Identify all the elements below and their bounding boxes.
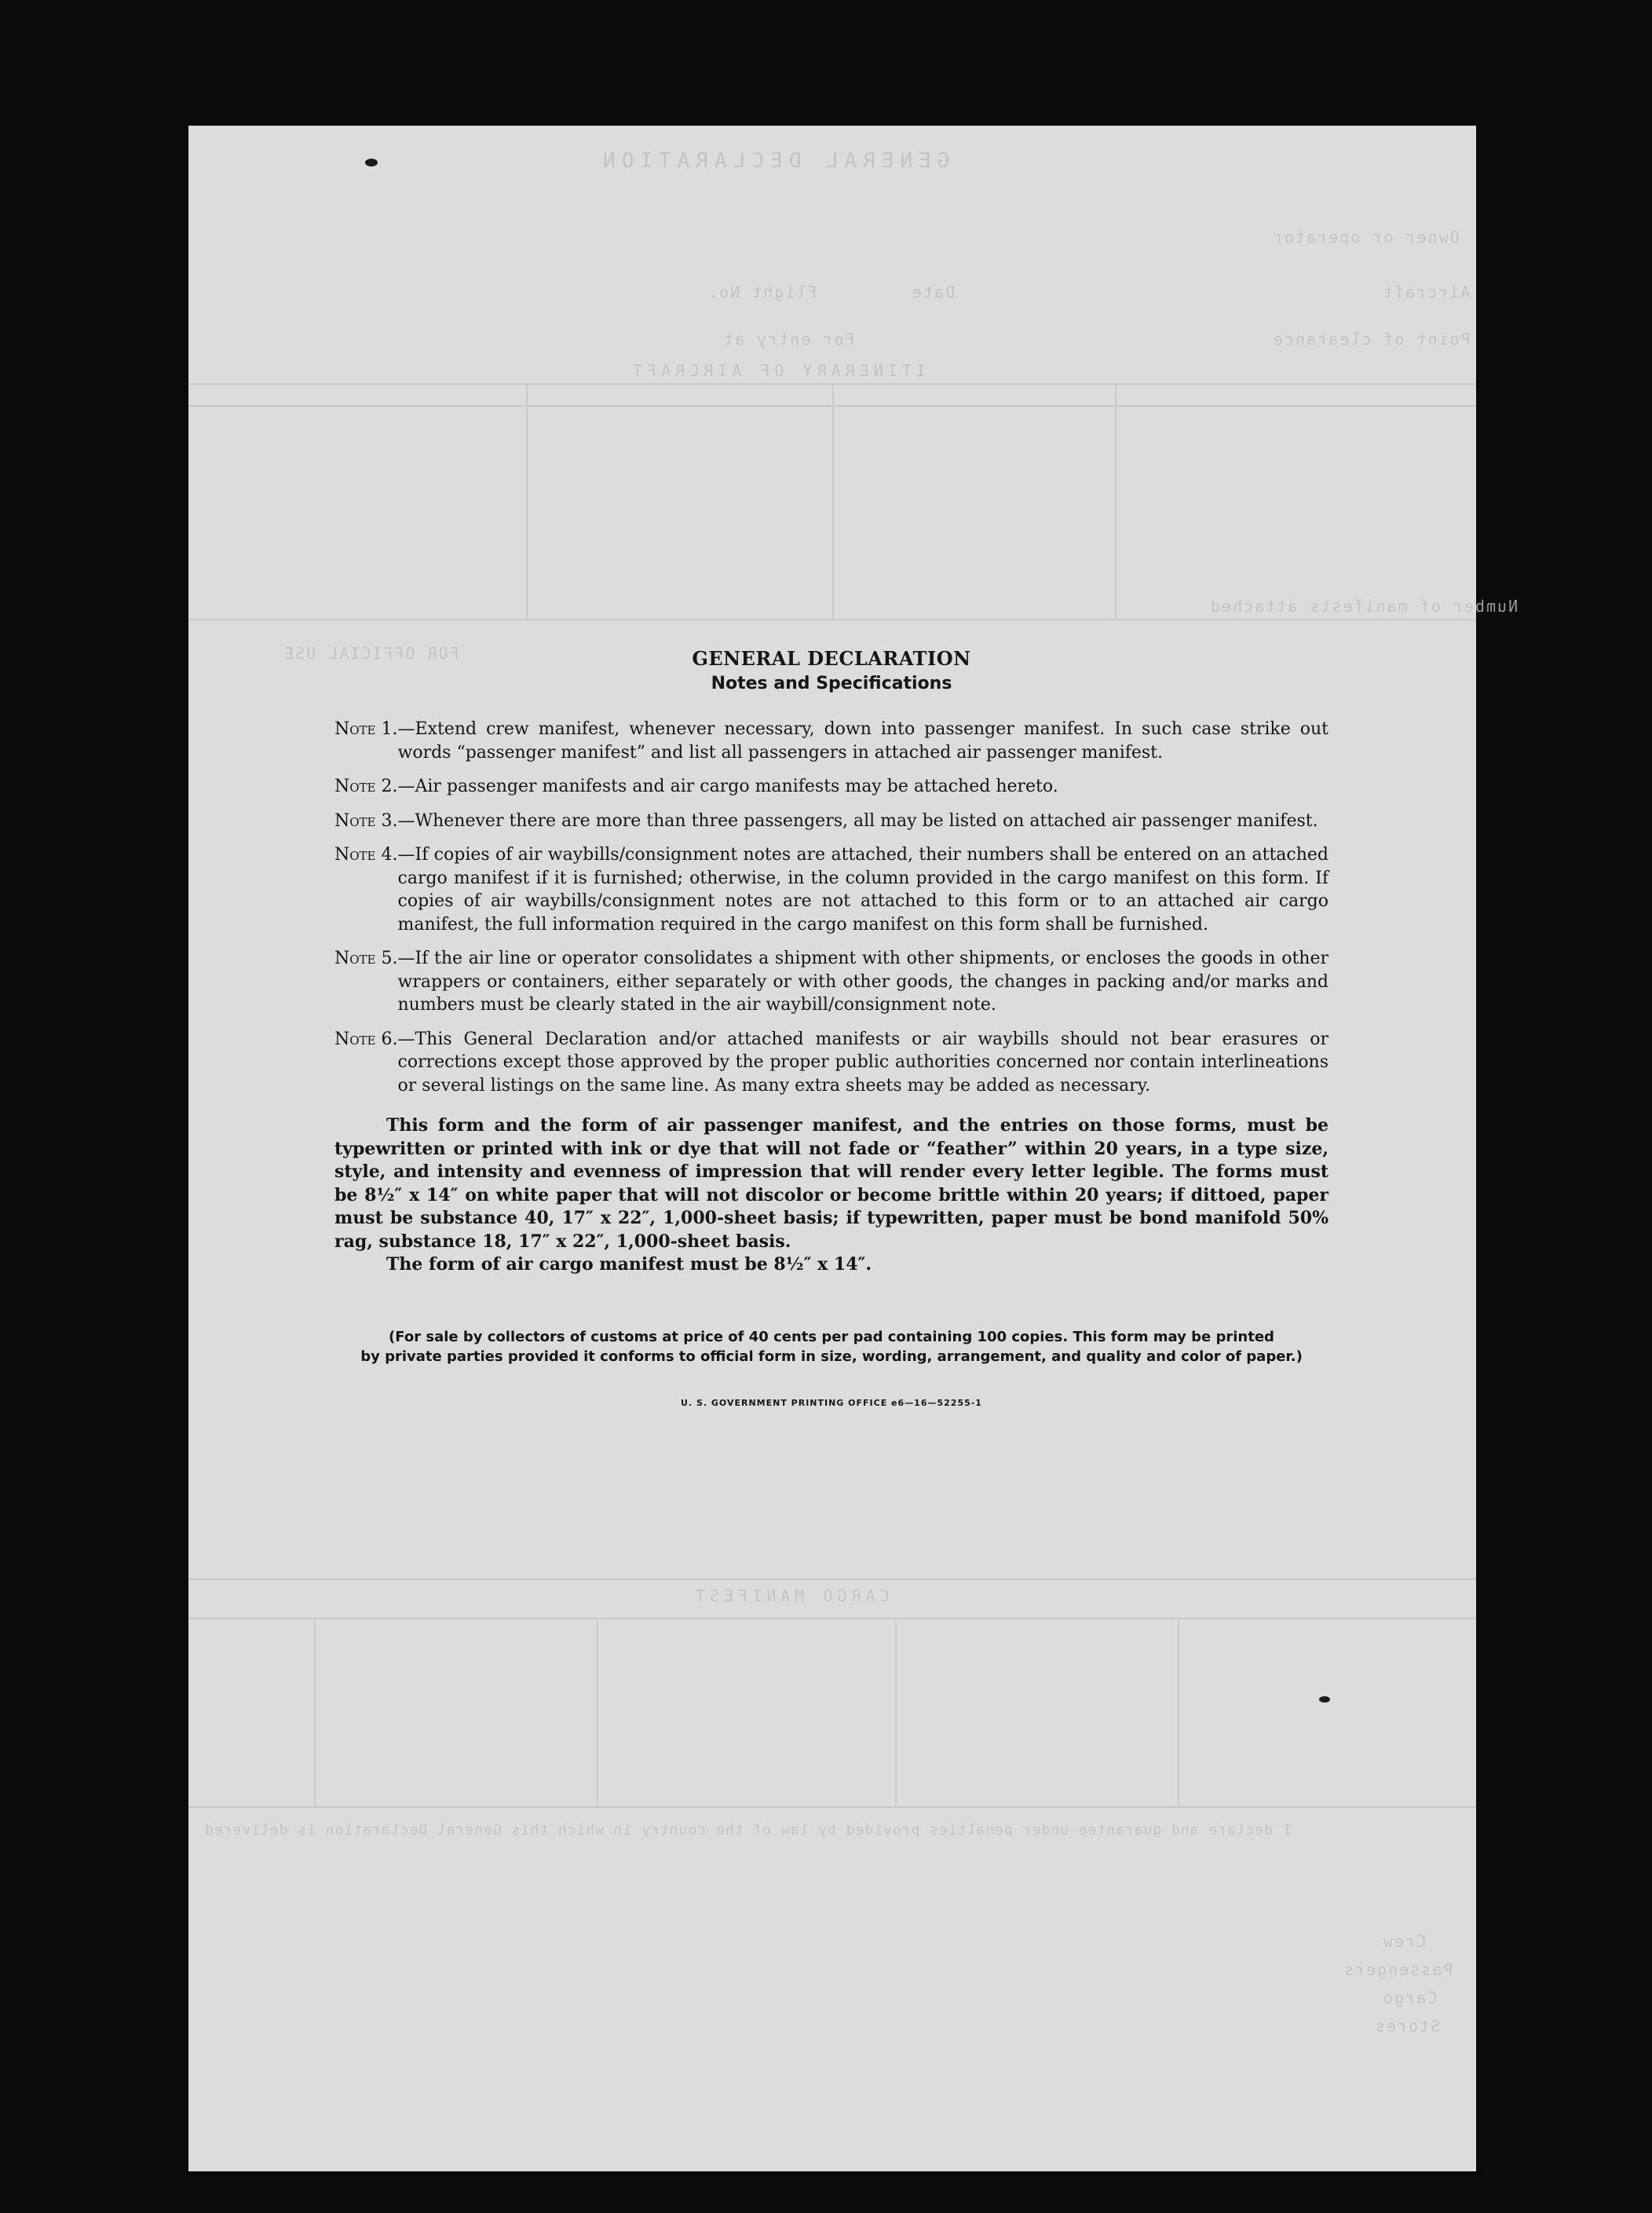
note-text: —If copies of air waybills/consignment notes are attached, their numbers shall be entered on an attached cargo manifest if it is furnished; otherwise, in the column provided in the cargo manifest on this form. If copies of air waybills/consignment notes are not attached to this form or to an attached air cargo manifest, the full information required in the cargo manifest on this form shall be furnished. [397, 845, 1329, 935]
page-subtitle: Notes and Specifications [711, 674, 952, 693]
ghost-rule [832, 385, 834, 620]
ghost-manifests: Number of manifests attached [1209, 597, 1519, 616]
page-title: GENERAL DECLARATION [692, 647, 971, 670]
note-text: —Whenever there are more than three passengers, all may be listed on attached air passenger manifest. [397, 810, 1318, 831]
note-1 [334, 718, 1329, 764]
ghost-stores: Stores [1374, 2017, 1441, 2036]
cargo-form-size-paragraph: The form of air cargo manifest must be 8½″ x 14″. [386, 1254, 872, 1275]
note-label: Note 2. [334, 777, 398, 796]
ghost-rule [188, 619, 1476, 620]
note-4 [334, 843, 1329, 936]
ghost-rule [188, 1806, 1476, 1808]
ghost-cargo-manifest: CARGO MANIFEST [691, 1586, 890, 1605]
ghost-rule [1178, 1618, 1179, 1806]
ghost-itinerary: ITINERARY OF AIRCRAFT [628, 361, 926, 380]
ghost-passengers: Passengers [1343, 1960, 1453, 1979]
punch-mark [1319, 1696, 1330, 1703]
sale-notice-line-2: by private parties provided it conforms to official form in size, wording, arrangement, and quality and color of paper.) [360, 1348, 1303, 1365]
note-label: Note 5. [334, 949, 398, 968]
ghost-date: Date [911, 283, 956, 302]
form-requirements-paragraph: This form and the form of air passenger manifest, and the entries on those forms, must be typewritten or printed with ink or dye that will not fade or “feather” within 20 years, in a type size, style, and intensity and evenness of impression that will render every letter legible. The forms must be 8½″ x 14″ on white paper that will not discolor or become brittle within 20 years; if dittoed, paper must be substance 40, 17″ x 22″, 1,000-sheet basis; if typewritten, paper must be bond manifold 50% rag, substance 18, 17″ x 22″, 1,000-sheet basis. [334, 1115, 1329, 1252]
ghost-rule [895, 1618, 897, 1806]
sale-notice [334, 1327, 1329, 1366]
ghost-cargo: Cargo [1382, 1988, 1438, 2007]
ghost-point: Point of clearance [1272, 330, 1471, 349]
ghost-rule [314, 1618, 316, 1806]
note-3 [334, 810, 1329, 833]
ghost-owner: Owner or operator [1272, 228, 1460, 247]
ghost-rule [526, 385, 528, 620]
ghost-flight: Flight No. [707, 283, 817, 302]
note-label: Note 6. [334, 1029, 398, 1049]
note-label: Note 3. [334, 810, 398, 831]
notes-section [334, 646, 1329, 1408]
ghost-declare: I declare and guarantee under penalties provided by law of the country in which this General Declaration is delivered [204, 1822, 1292, 1838]
ghost-crew: Crew [1382, 1932, 1427, 1951]
note-2 [334, 775, 1329, 799]
ghost-rule [1115, 385, 1117, 620]
note-6 [334, 1028, 1329, 1098]
note-text: —Air passenger manifests and air cargo manifests may be attached hereto. [397, 777, 1058, 796]
ghost-heading: GENERAL DECLARATION [597, 149, 950, 173]
ghost-rule [188, 1578, 1476, 1580]
printer-imprint: U. S. GOVERNMENT PRINTING OFFICE e6—16—52255-1 [681, 1397, 982, 1408]
note-text: —Extend crew manifest, whenever necessary, down into passenger manifest. In such case strike out words “passenger manifest” and list all passengers in attached air passenger manifest. [397, 719, 1329, 763]
note-label: Note 1. [334, 719, 398, 739]
sale-notice-line-1: (For sale by collectors of customs at price of 40 cents per pad containing 100 copies. This form may be printed [389, 1328, 1274, 1345]
ghost-rule [597, 1618, 598, 1806]
ghost-aircraft: Aircraft [1382, 283, 1471, 302]
ghost-official: FOR OFFICIAL USE [283, 644, 459, 663]
punch-mark [365, 159, 378, 166]
ghost-rule [188, 1618, 1476, 1619]
note-label: Note 4. [334, 845, 398, 865]
note-text: —If the air line or operator consolidates a shipment with other shipments, or encloses the goods in other wrappers or containers, either separately or with other goods, the changes in packing and/or marks and numbers must be clearly stated in the air waybill/consignment note. [397, 949, 1329, 1015]
ghost-entry: For entry at [722, 330, 855, 349]
note-5 [334, 947, 1329, 1017]
note-text: —This General Declaration and/or attached manifests or air waybills should not bear erasures or corrections except those approved by the proper public authorities concerned nor contain interlineations or several listings on the same line. As many extra sheets may be added as necessary. [397, 1029, 1329, 1096]
